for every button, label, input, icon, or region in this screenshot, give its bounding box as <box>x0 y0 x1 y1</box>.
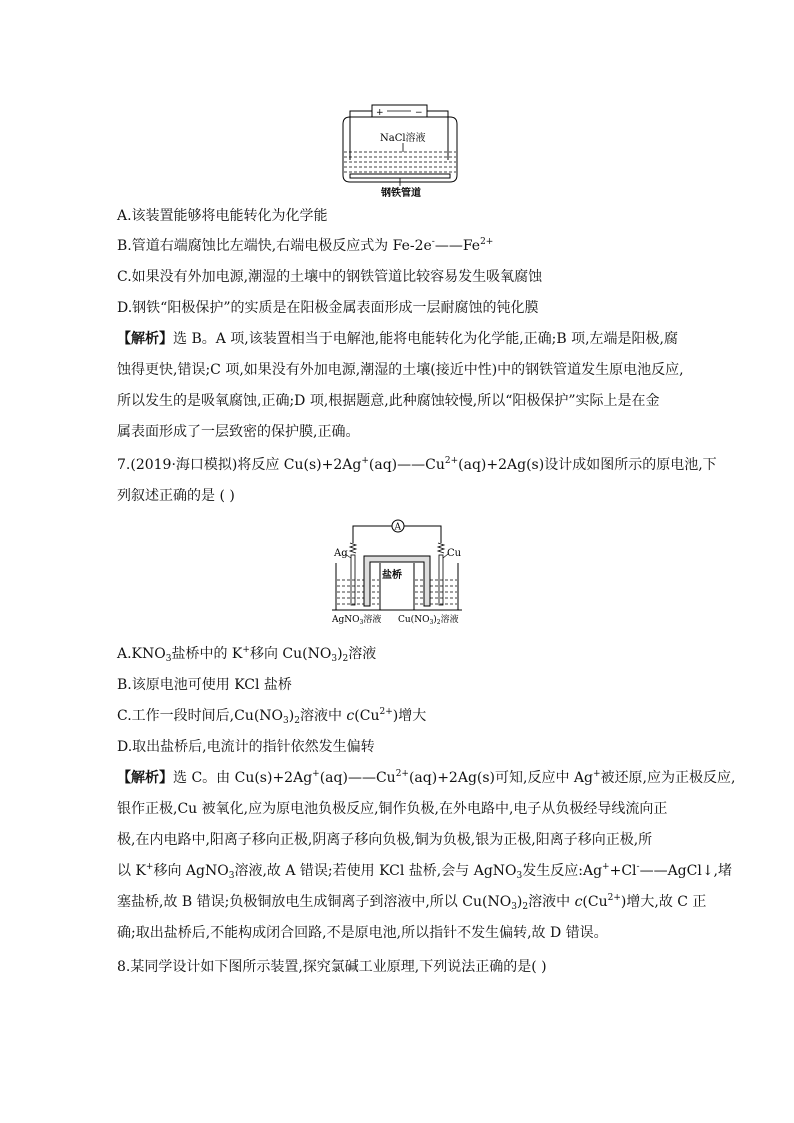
battery-minus: − <box>415 108 423 118</box>
figure-galvanic-cell <box>328 518 468 628</box>
q6-analysis-line-2: 蚀得更快,错误;C 项,如果没有外加电源,潮湿的土壤(接近中性)中的钢铁管道发生原电池反应, <box>117 362 684 378</box>
analysis-tag: 【解析】 <box>117 770 173 786</box>
q6-analysis-line-1: 【解析】选 B。A 项,该装置相当于电解池,能将电能转化为化学能,正确;B 项,左端是阳极,腐 <box>117 331 679 347</box>
q7-option-c: C.工作一段时间后$,Cu(NO_3)_2$溶液中 $c(Cu^{2+})$增大 <box>117 707 427 726</box>
q6-option-a: A.该装置能够将电能转化为化学能 <box>117 208 328 224</box>
nacl-solution-label: NaCl溶液 <box>380 133 426 144</box>
q6-option-d: D.钢铁“阳极保护”的实质是在阳极金属表面形成一层耐腐蚀的钝化膜 <box>117 300 539 316</box>
q6-analysis-line-3: 所以发生的是吸氧腐蚀,正确;D 项,根据题意,此种腐蚀较慢,所以“阳极保护”实际上是在金 <box>117 393 660 409</box>
figure-steel-pipe-electrolysis <box>335 100 465 200</box>
q7-analysis-line-2: 银作正极,Cu 被氧化,应为原电池负极反应,铜作负极,在外电路中,电子从负极经导线流向正 <box>117 801 668 817</box>
q7-analysis-line-3: 极,在内电路中,阳离子移向正极,阴离子移向负极,铜为负极,银为正极,阳离子移向正极,所 <box>117 832 653 848</box>
steel-pipe <box>350 174 450 178</box>
q6-option-c: C.如果没有外加电源,潮湿的土壤中的钢铁管道比较容易发生吸氧腐蚀 <box>117 269 543 285</box>
agno3-solution-label: AgNO$_3$溶液 <box>332 615 382 626</box>
q7-analysis-line-1: 【解析】选 C。由 $Cu(s)+2Ag^+(aq)——Cu^{2+}(aq)+2Ag(s)$可知,反应中 Ag+被还原,应为正极反应, <box>117 769 736 786</box>
ammeter-label: A <box>394 522 401 533</box>
salt-bridge-label: 盐桥 <box>382 570 402 581</box>
q7-option-d: D.取出盐桥后,电流计的指针依然发生偏转 <box>117 739 375 755</box>
ag-electrode-label: Ag <box>334 548 348 559</box>
q7-stem-line-1: 7.(2019·海口模拟)将反应 $Cu(s)+2Ag^+(aq)——Cu^{2+}(aq)+2Ag(s)$设计成如图所示的原电池,下 <box>117 456 717 473</box>
q7-analysis-line-4: 以 K+移向 AgNO$_3$溶液,故 A 错误;若使用 KCl 盐桥,会与 AgNO$_3$发生反应:Ag++Cl-——AgCl↓,堵 <box>117 862 733 881</box>
salt-bridge <box>364 556 430 606</box>
cuno32-solution-label: $Cu(NO_3)_2$溶液 <box>398 615 459 626</box>
q8-stem: 8.某同学设计如下图所示装置,探究氯碱工业原理,下列说法正确的是( ) <box>117 959 547 975</box>
analysis-tag: 【解析】 <box>117 331 173 347</box>
q7-stem-line-2: 列叙述正确的是 ( ) <box>117 488 235 504</box>
cu-electrode-label: Cu <box>447 548 462 559</box>
battery-plus: + <box>376 108 384 118</box>
q7-analysis-line-6: 确;取出盐桥后,不能构成闭合回路,不是原电池,所以指针不发生偏转,故 D 错误。 <box>117 925 608 941</box>
q7-analysis-line-5: 塞盐桥,故 B 错误;负极铜放电生成铜离子到溶液中,所以 $Cu(NO_3)_2$溶液中 $c(Cu^{2+})$增大,故 C 正 <box>117 893 707 912</box>
q6-analysis-line-4: 属表面形成了一层致密的保护膜,正确。 <box>117 424 360 440</box>
steel-pipe-label: 钢铁管道 <box>381 188 421 199</box>
q6-option-b: B.管道右端腐蚀比左端快,右端电极反应式为 $Fe-2e^-——Fe^{2+}$ <box>117 237 494 254</box>
q7-option-a: $A.KNO_3$盐桥中的 K+移向 $Cu(NO_3)_2$溶液 <box>117 645 377 664</box>
q7-option-b: B.该原电池可使用 KCl 盐桥 <box>117 677 292 693</box>
